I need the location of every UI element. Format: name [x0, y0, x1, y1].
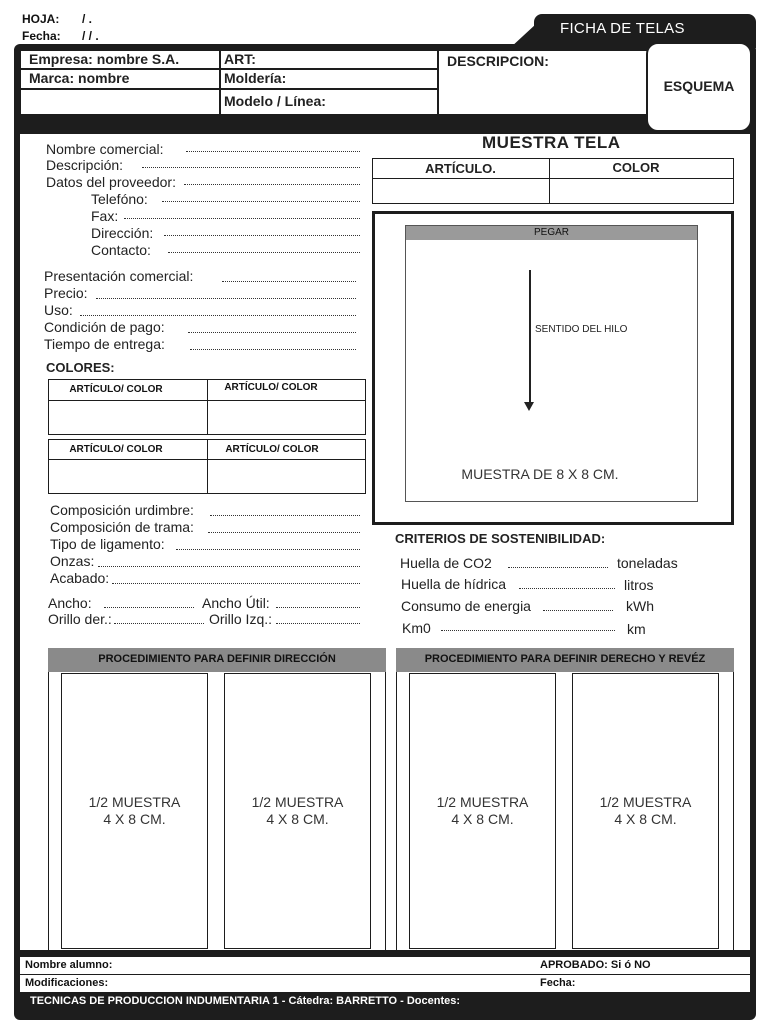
condicion-label: Condición de pago: — [44, 319, 165, 335]
hidrica-label: Huella de hídrica — [401, 576, 507, 592]
km0-line[interactable] — [441, 630, 615, 631]
condicion-line[interactable] — [188, 332, 356, 333]
contacto-line[interactable] — [168, 252, 360, 253]
ligamento-label: Tipo de ligamento: — [50, 536, 165, 552]
colores-cell-2[interactable] — [208, 401, 365, 434]
energia-label: Consumo de energia — [401, 598, 531, 614]
orillo-der-label: Orillo der.: — [48, 611, 112, 627]
ancho-line[interactable] — [104, 607, 194, 608]
km0-unit: km — [627, 621, 646, 637]
ancho-util-label: Ancho Útil: — [202, 595, 270, 611]
km0-label: Km0 — [402, 620, 431, 636]
modificaciones-label: Modificaciones: — [25, 977, 109, 989]
energia-unit: kWh — [626, 598, 654, 614]
colores-cell-4[interactable] — [208, 460, 365, 493]
half-sample-1[interactable]: 1/2 MUESTRA 4 X 8 CM. — [61, 673, 208, 949]
co2-label: Huella de CO2 — [400, 555, 492, 571]
muestra-title: MUESTRA TELA — [482, 133, 621, 152]
datos-proveedor-line[interactable] — [184, 184, 360, 185]
trama-label: Composición de trama: — [50, 519, 194, 535]
colores-header-3: ARTÍCULO/ COLOR — [69, 444, 163, 455]
descripcion-line[interactable] — [142, 167, 360, 168]
precio-label: Precio: — [44, 285, 88, 301]
modelo-cell[interactable]: Modelo / Línea: — [220, 89, 438, 115]
datos-proveedor-label: Datos del proveedor: — [46, 174, 176, 190]
half-sample-4[interactable]: 1/2 MUESTRA 4 X 8 CM. — [572, 673, 719, 949]
ancho-util-line[interactable] — [276, 607, 360, 608]
presentacion-line[interactable] — [222, 281, 356, 282]
colores-cell-1[interactable] — [49, 401, 206, 434]
onzas-line[interactable] — [98, 566, 360, 567]
hoja-label: HOJA: — [22, 12, 60, 26]
procedimiento-derecho-header: PROCEDIMIENTO PARA DEFINIR DERECHO Y REVÉZ — [396, 648, 734, 672]
tiempo-label: Tiempo de entrega: — [44, 336, 165, 352]
footer-row-alumno[interactable] — [20, 957, 750, 974]
nombre-comercial-line[interactable] — [186, 151, 360, 152]
acabado-line[interactable] — [112, 583, 360, 584]
tiempo-line[interactable] — [190, 349, 356, 350]
esquema-box[interactable]: ESQUEMA — [646, 42, 752, 132]
muestra-size-label: MUESTRA DE 8 X 8 CM. — [461, 466, 619, 482]
articulo-header: ARTÍCULO. — [425, 161, 496, 176]
ancho-label: Ancho: — [48, 595, 92, 611]
colores-header-2: ARTÍCULO/ COLOR — [224, 382, 318, 393]
orillo-izq-line[interactable] — [276, 623, 360, 624]
descripcion-label: Descripción: — [46, 157, 124, 173]
colores-header-4: ARTÍCULO/ COLOR — [225, 444, 319, 455]
grain-arrow-line — [529, 270, 531, 404]
nombre-comercial-label: Nombre comercial: — [46, 141, 164, 157]
direccion-label: Dirección: — [91, 225, 154, 241]
hidrica-line[interactable] — [519, 588, 615, 589]
color-header: COLOR — [612, 160, 660, 175]
colores-title: COLORES: — [46, 360, 115, 375]
onzas-label: Onzas: — [50, 553, 95, 569]
uso-line[interactable] — [80, 315, 356, 316]
urdimbre-label: Composición urdimbre: — [50, 502, 194, 518]
fecha-value: / / . — [82, 29, 99, 43]
telefono-label: Telefóno: — [91, 191, 148, 207]
descripcion-cell[interactable]: DESCRIPCION: — [438, 50, 648, 115]
fax-line[interactable] — [124, 218, 360, 219]
energia-line[interactable] — [543, 610, 613, 611]
sample-paste-area[interactable] — [405, 225, 698, 502]
header-blank-cell[interactable] — [20, 89, 220, 115]
fax-label: Fax: — [91, 208, 119, 224]
fecha-label: Fecha: — [22, 29, 61, 43]
uso-label: Uso: — [44, 302, 73, 318]
ligamento-line[interactable] — [176, 549, 360, 550]
telefono-line[interactable] — [162, 201, 360, 202]
pegar-label: PEGAR — [406, 226, 697, 240]
arrow-down-icon — [524, 402, 534, 411]
trama-line[interactable] — [208, 532, 360, 533]
footer-row-modificaciones[interactable] — [20, 975, 750, 992]
colores-header-1: ARTÍCULO/ COLOR — [69, 384, 163, 395]
alumno-label: Nombre alumno: — [25, 959, 113, 971]
fecha-footer-label: Fecha: — [540, 977, 576, 989]
colores-cell-3[interactable] — [49, 460, 206, 493]
co2-line[interactable] — [508, 567, 608, 568]
half-sample-2[interactable]: 1/2 MUESTRA 4 X 8 CM. — [224, 673, 371, 949]
marca-cell[interactable]: Marca: nombre — [20, 69, 220, 89]
contacto-label: Contacto: — [91, 242, 151, 258]
sentido-hilo-label: SENTIDO DEL HILO — [535, 324, 628, 335]
half-sample-3[interactable]: 1/2 MUESTRA 4 X 8 CM. — [409, 673, 556, 949]
direccion-line[interactable] — [164, 235, 360, 236]
orillo-izq-label: Orillo Izq.: — [209, 611, 273, 627]
precio-line[interactable] — [96, 298, 356, 299]
procedimiento-direccion-header: PROCEDIMIENTO PARA DEFINIR DIRECCIÓN — [48, 648, 386, 672]
hoja-value: / . — [82, 12, 93, 26]
co2-unit: toneladas — [617, 555, 678, 571]
color-value-cell[interactable] — [550, 179, 733, 203]
title-tab-text: FICHA DE TELAS — [560, 20, 685, 37]
orillo-der-line[interactable] — [114, 623, 204, 624]
articulo-value-cell[interactable] — [373, 179, 548, 203]
aprobado-label: APROBADO: Si ó NO — [540, 959, 651, 971]
presentacion-label: Presentación comercial: — [44, 268, 194, 284]
sostenibilidad-title: CRITERIOS DE SOSTENIBILIDAD: — [395, 531, 606, 546]
hidrica-unit: litros — [624, 577, 654, 593]
molderia-cell[interactable]: Moldería: — [220, 69, 438, 89]
acabado-label: Acabado: — [50, 570, 110, 586]
urdimbre-line[interactable] — [210, 515, 360, 516]
course-footer: TECNICAS DE PRODUCCION INDUMENTARIA 1 - Cátedra: BARRETTO - Docentes: — [30, 995, 461, 1007]
empresa-cell[interactable]: Empresa: nombre S.A. — [20, 50, 220, 69]
art-cell[interactable]: ART: — [220, 50, 438, 69]
